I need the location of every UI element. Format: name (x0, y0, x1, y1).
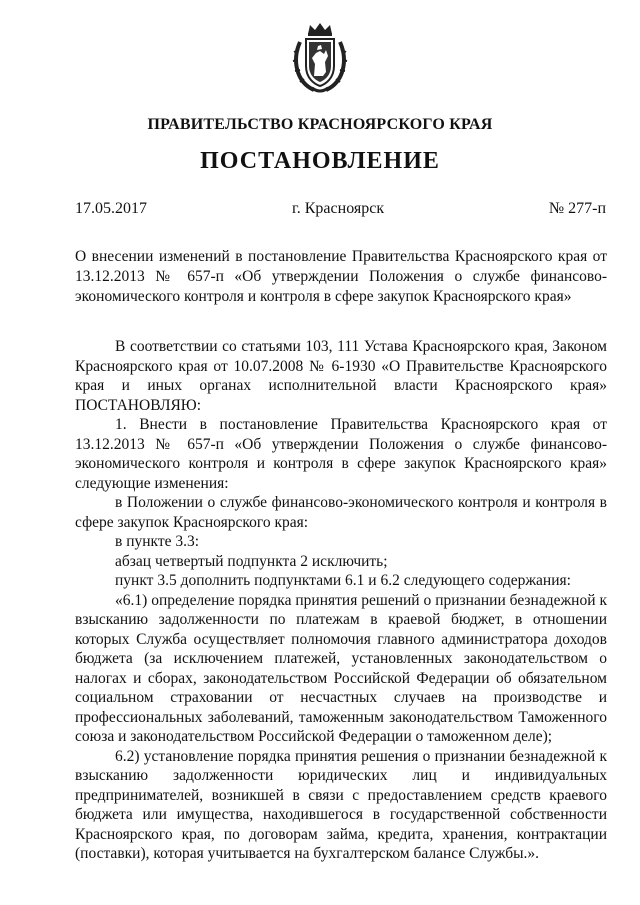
body-paragraph: в Положении о службе финансово-экономического контроля и контроля в сфере закупок Красноярского края: (75, 494, 607, 531)
body-paragraph: пункт 3.5 дополнить подпунктами 6.1 и 6.2 следующего содержания: (115, 572, 571, 589)
document-date: 17.05.2017 (75, 200, 147, 217)
subclause-6-2-paragraph: 6.2) установление порядка принятия решения о признании безнадежной к взысканию задолженности юридических лиц и индивидуальных предпринимателей, возникшей в связи с предоставлением средств краевого бюджета или имущества, находившегося в государственной собственности Красноярского края, по договорам займа, кредита, хранения, контрактации (поставки), которая учитывается на бухгалтерском балансе Службы.». (75, 747, 607, 862)
document-subject: О внесении изменений в постановление Правительства Красноярского края от 13.12.2013 № 657-п «Об утверждении Положения о службе финансово-экономического контроля и контроля в сфере закупок Красноярского края» (75, 248, 607, 305)
body-paragraph: в пункте 3.3: (115, 533, 200, 550)
clause-1-paragraph: 1. Внести в постановление Правительства Красноярского края от 13.12.2013 № 657-п «Об утверждении Положения о службе финансово-экономического контроля и контроля в сфере закупок Красноярского края» следующие изменения: (75, 416, 607, 492)
preamble-paragraph: В соответствии со статьями 103, 111 Устава Красноярского края, Законом Красноярского края от 10.07.2008 № 6-1930 «О Правительстве Красноярского края и иных органах исполнительной власти Красноярского края» ПОСТАНОВЛЯЮ: (75, 338, 607, 414)
subclause-6-1-paragraph: «6.1) определение порядка принятия решений о признании безнадежной к взысканию задолженности по платежам в краевой бюджет, в отношении которых Служба осуществляет полномочия главного администратора доходов бюджета (за исключением платежей, установленных законодательством о налогах и сборах, законодательством Российской Федерации об обязательном социальном страховании от несчастных случаев на производстве и профессиональных заболеваний, таможенным законодательством Таможенного союза и законодательством Российской Федерации о таможенном деле); (75, 591, 607, 745)
document-body (75, 337, 607, 864)
krasnoyarsk-coat-of-arms-icon (290, 20, 350, 95)
document-city: г. Красноярск (292, 200, 385, 217)
body-paragraph: абзац четвертый подпункта 2 исключить; (115, 552, 388, 570)
document-number: № 277-п (548, 200, 606, 217)
document-title: ПОСТАНОВЛЕНИЕ (200, 148, 440, 174)
government-name: ПРАВИТЕЛЬСТВО КРАСНОЯРСКОГО КРАЯ (147, 116, 493, 133)
